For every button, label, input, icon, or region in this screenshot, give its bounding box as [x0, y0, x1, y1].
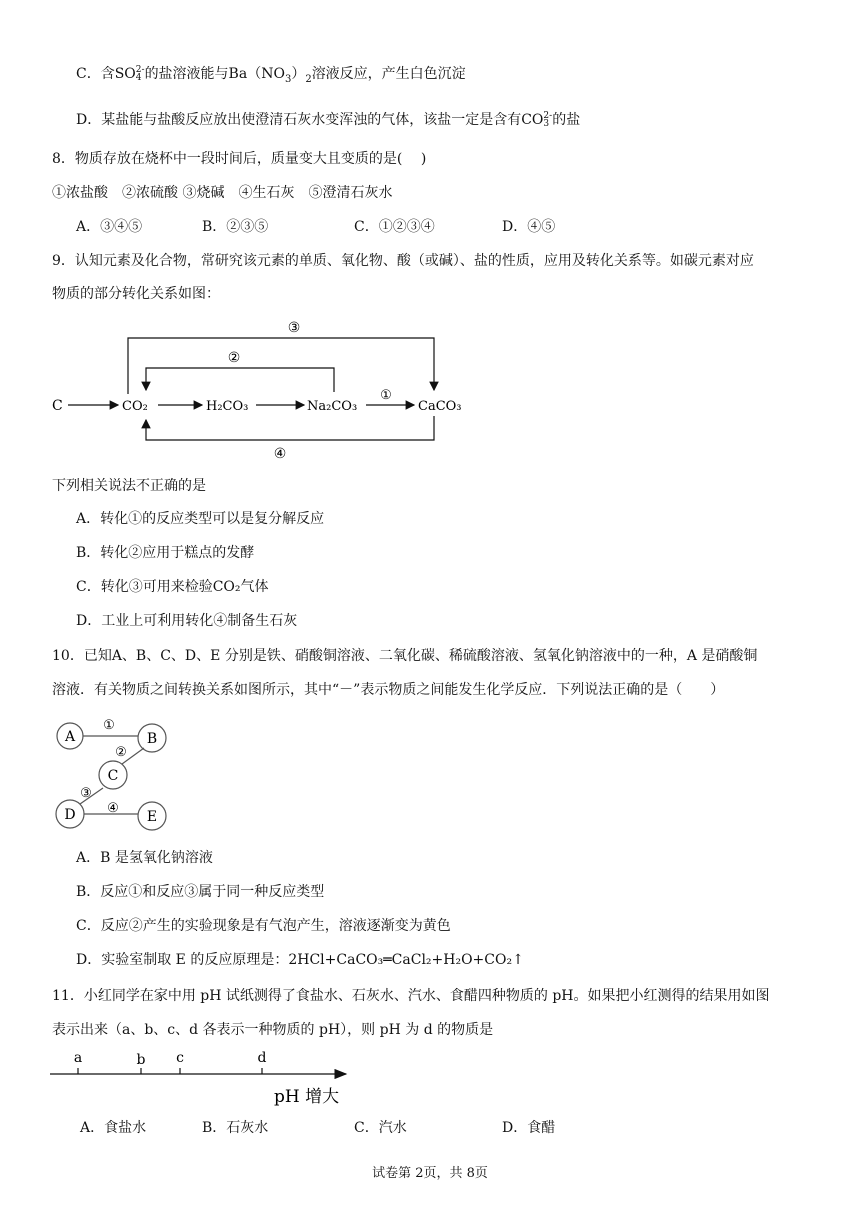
q11-option-d: D．食醋 [502, 1120, 556, 1136]
label-1: ① [103, 718, 115, 733]
q8-option-b: B．②③⑤ [202, 219, 269, 235]
label-4: ④ [273, 446, 287, 462]
q11-option-b: B．石灰水 [202, 1120, 269, 1136]
q9-option-a: A．转化①的反应类型可以是复分解反应 [76, 511, 325, 527]
axis-label: pH 增大 [274, 1087, 340, 1107]
q10-relation-diagram [48, 712, 178, 834]
node-c: C [107, 768, 119, 784]
node-e: E [146, 809, 158, 825]
q11-stem-line1: 11．小红同学在家中用 pH 试纸测得了食盐水、石灰水、汽水、食醋四种物质的 pH。如果把小红测得的结果用如图 [52, 988, 770, 1004]
q9-prompt: 下列相关说法不正确的是 [52, 478, 206, 494]
tick-c: c [176, 1050, 184, 1066]
tick-a: a [73, 1050, 83, 1066]
q9-option-b: B．转化②应用于糕点的发酵 [76, 545, 255, 561]
q8-option-d: D．④⑤ [502, 219, 556, 235]
label-3: ③ [287, 320, 301, 336]
node-c: C [52, 398, 63, 414]
q9-stem-line2: 物质的部分转化关系如图： [52, 286, 220, 302]
q10-option-c: C．反应②产生的实验现象是有气泡产生，溶液逐渐变为黄色 [76, 918, 451, 934]
q11-option-a: A．食盐水 [80, 1120, 147, 1136]
label-4: ④ [107, 801, 119, 816]
q9-option-d: D．工业上可利用转化④制备生石灰 [76, 613, 298, 629]
node-b: B [146, 731, 158, 747]
q11-option-c: C．汽水 [354, 1120, 407, 1136]
q10-option-d: D．实验室制取 E 的反应原理是：2HCl+CaCO₃═CaCl₂+H₂O+CO₂↑ [76, 952, 524, 968]
q8-items: ①浓盐酸 ②浓硫酸 ③烧碱 ④生石灰 ⑤澄清石灰水 [52, 185, 393, 201]
q7-option-d: D．某盐能与盐酸反应放出使澄清石灰水变浑浊的气体，该盐一定是含有CO 2- 3 的盐 [76, 111, 581, 129]
node-d: D [64, 807, 76, 823]
q10-option-b: B．反应①和反应③属于同一种反应类型 [76, 884, 325, 900]
node-h2co3: H₂CO₃ [206, 399, 249, 414]
q11-stem-line2: 表示出来（a、b、c、d 各表示一种物质的 pH），则 pH 为 d 的物质是 [52, 1022, 494, 1038]
label-1: ① [380, 388, 392, 403]
label-2: ② [227, 350, 241, 366]
tick-d: d [257, 1050, 267, 1066]
q9-carbon-diagram [40, 312, 490, 472]
q11-ph-axis [46, 1046, 366, 1108]
node-co2: CO₂ [122, 399, 148, 414]
node-na2co3: Na₂CO₃ [307, 399, 358, 414]
page-footer: 试卷第 2页，共 8页 [372, 1166, 488, 1181]
q8-stem: 8．物质存放在烧杯中一段时间后，质量变大且变质的是( ) [52, 151, 427, 167]
q8-option-c: C．①②③④ [354, 219, 435, 235]
tick-b: b [136, 1052, 146, 1068]
q8-option-a: A．③④⑤ [76, 219, 143, 235]
q10-stem-line2: 溶液．有关物质之间转换关系如图所示，其中“－”表示物质之间能发生化学反应．下列说法正确的是（ ） [52, 682, 725, 698]
q9-option-c: C．转化③可用来检验CO₂气体 [76, 579, 269, 595]
label-2: ② [115, 745, 127, 760]
node-caco3: CaCO₃ [418, 399, 462, 414]
q10-option-a: A．B 是氢氧化钠溶液 [76, 850, 213, 866]
label-3: ③ [80, 786, 92, 801]
node-a: A [64, 729, 76, 745]
q9-stem-line1: 9．认知元素及化合物，常研究该元素的单质、氧化物、酸（或碱）、盐的性质，应用及转化关系等。如碳元素对应 [52, 253, 754, 269]
q10-stem-line1: 10．已知A、B、C、D、E 分别是铁、硝酸铜溶液、二氧化碳、稀硫酸溶液、氢氧化钠溶液中的一种，A 是硝酸铜 [52, 648, 758, 664]
q7-option-c: C．含SO 2- 4 的盐溶液能与$Ba(NO_3)_2$溶液反应，产生白色沉淀 [76, 65, 466, 85]
